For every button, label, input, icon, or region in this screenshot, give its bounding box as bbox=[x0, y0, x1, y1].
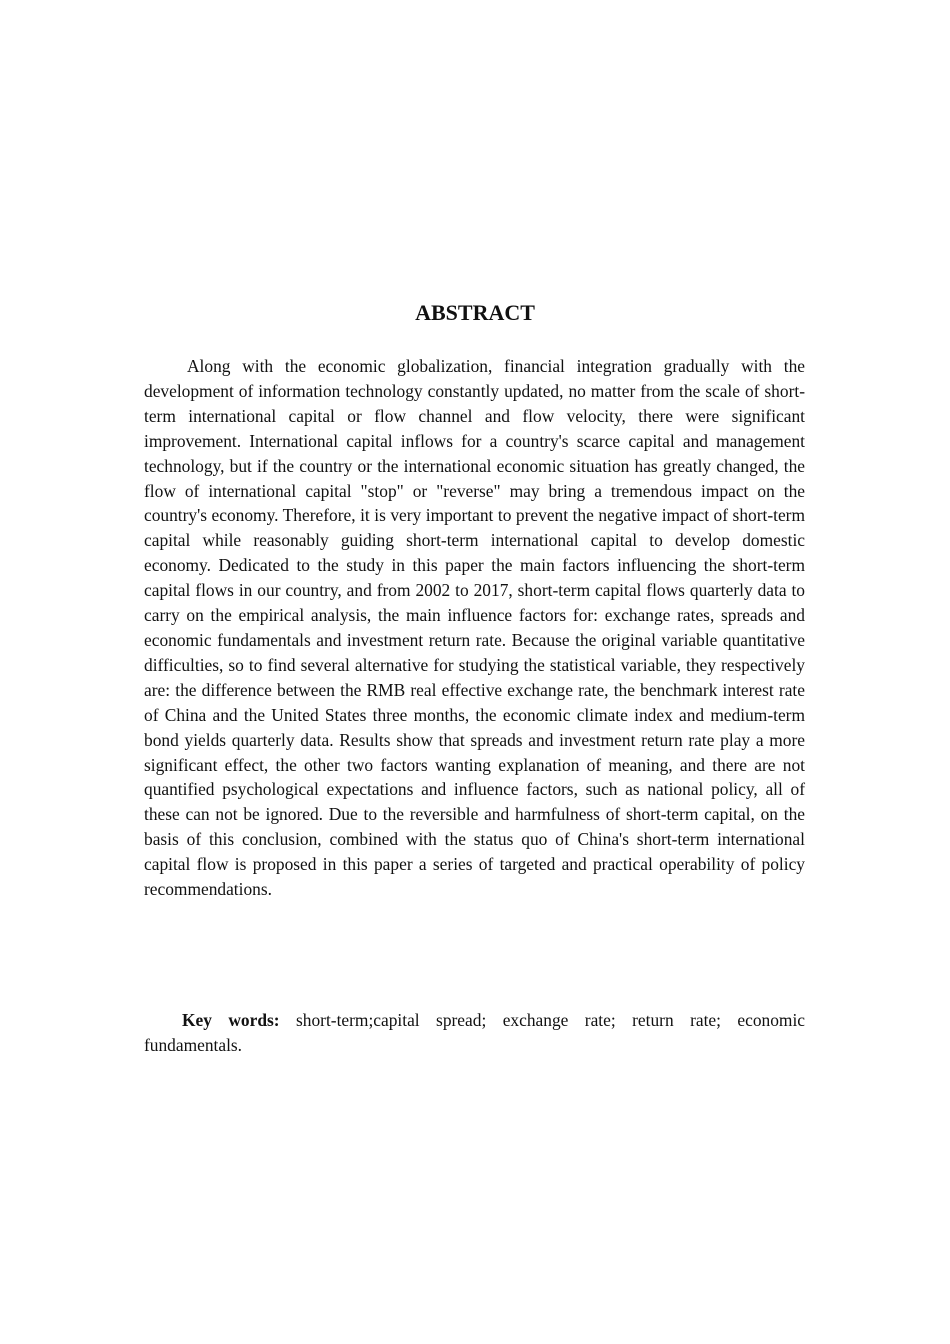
abstract-paragraph: Along with the economic globalization, financial integration gradually with the development of information technology constantly updated, no matter from the scale of short-term international capital or flow channel and flow velocity, there were significant improvement. International capital inflows for a country's scarce capital and management technology, but if the country or the international economic situation has greatly changed, the flow of international capital "stop" or "reverse" may bring a tremendous impact on the country's economy. Therefore, it is very important to prevent the negative impact of short-term capital while reasonably guiding short-term international capital to develop domestic economy. Dedicated to the study in this paper the main factors influencing the short-term capital flows in our country, and from 2002 to 2017, short-term capital flows quarterly data to carry on the empirical analysis, the main influence factors for: exchange rates, spreads and economic fundamentals and investment return rate. Because the original variable quantitative difficulties, so to find several alternative for studying the statistical variable, they respectively are: the difference between the RMB real effective exchange rate, the benchmark interest rate of China and the United States three months, the economic climate index and medium-term bond yields quarterly data. Results show that spreads and investment return rate play a more significant effect, the other two factors wanting explanation of meaning, and there are not quantified psychological expectations and influence factors, such as national policy, all of these can not be ignored. Due to the reversible and harmfulness of short-term capital, on the basis of this conclusion, combined with the status quo of China's short-term international capital flow is proposed in this paper a series of targeted and practical operability of policy recommendations. bbox=[144, 356, 805, 900]
keywords-list: short-term;capital spread; exchange rate; return rate; economic fundamentals. bbox=[144, 1010, 805, 1055]
abstract-title: ABSTRACT bbox=[415, 300, 535, 325]
keywords-label: Key words: bbox=[182, 1010, 280, 1030]
keywords-paragraph bbox=[144, 1008, 805, 1058]
